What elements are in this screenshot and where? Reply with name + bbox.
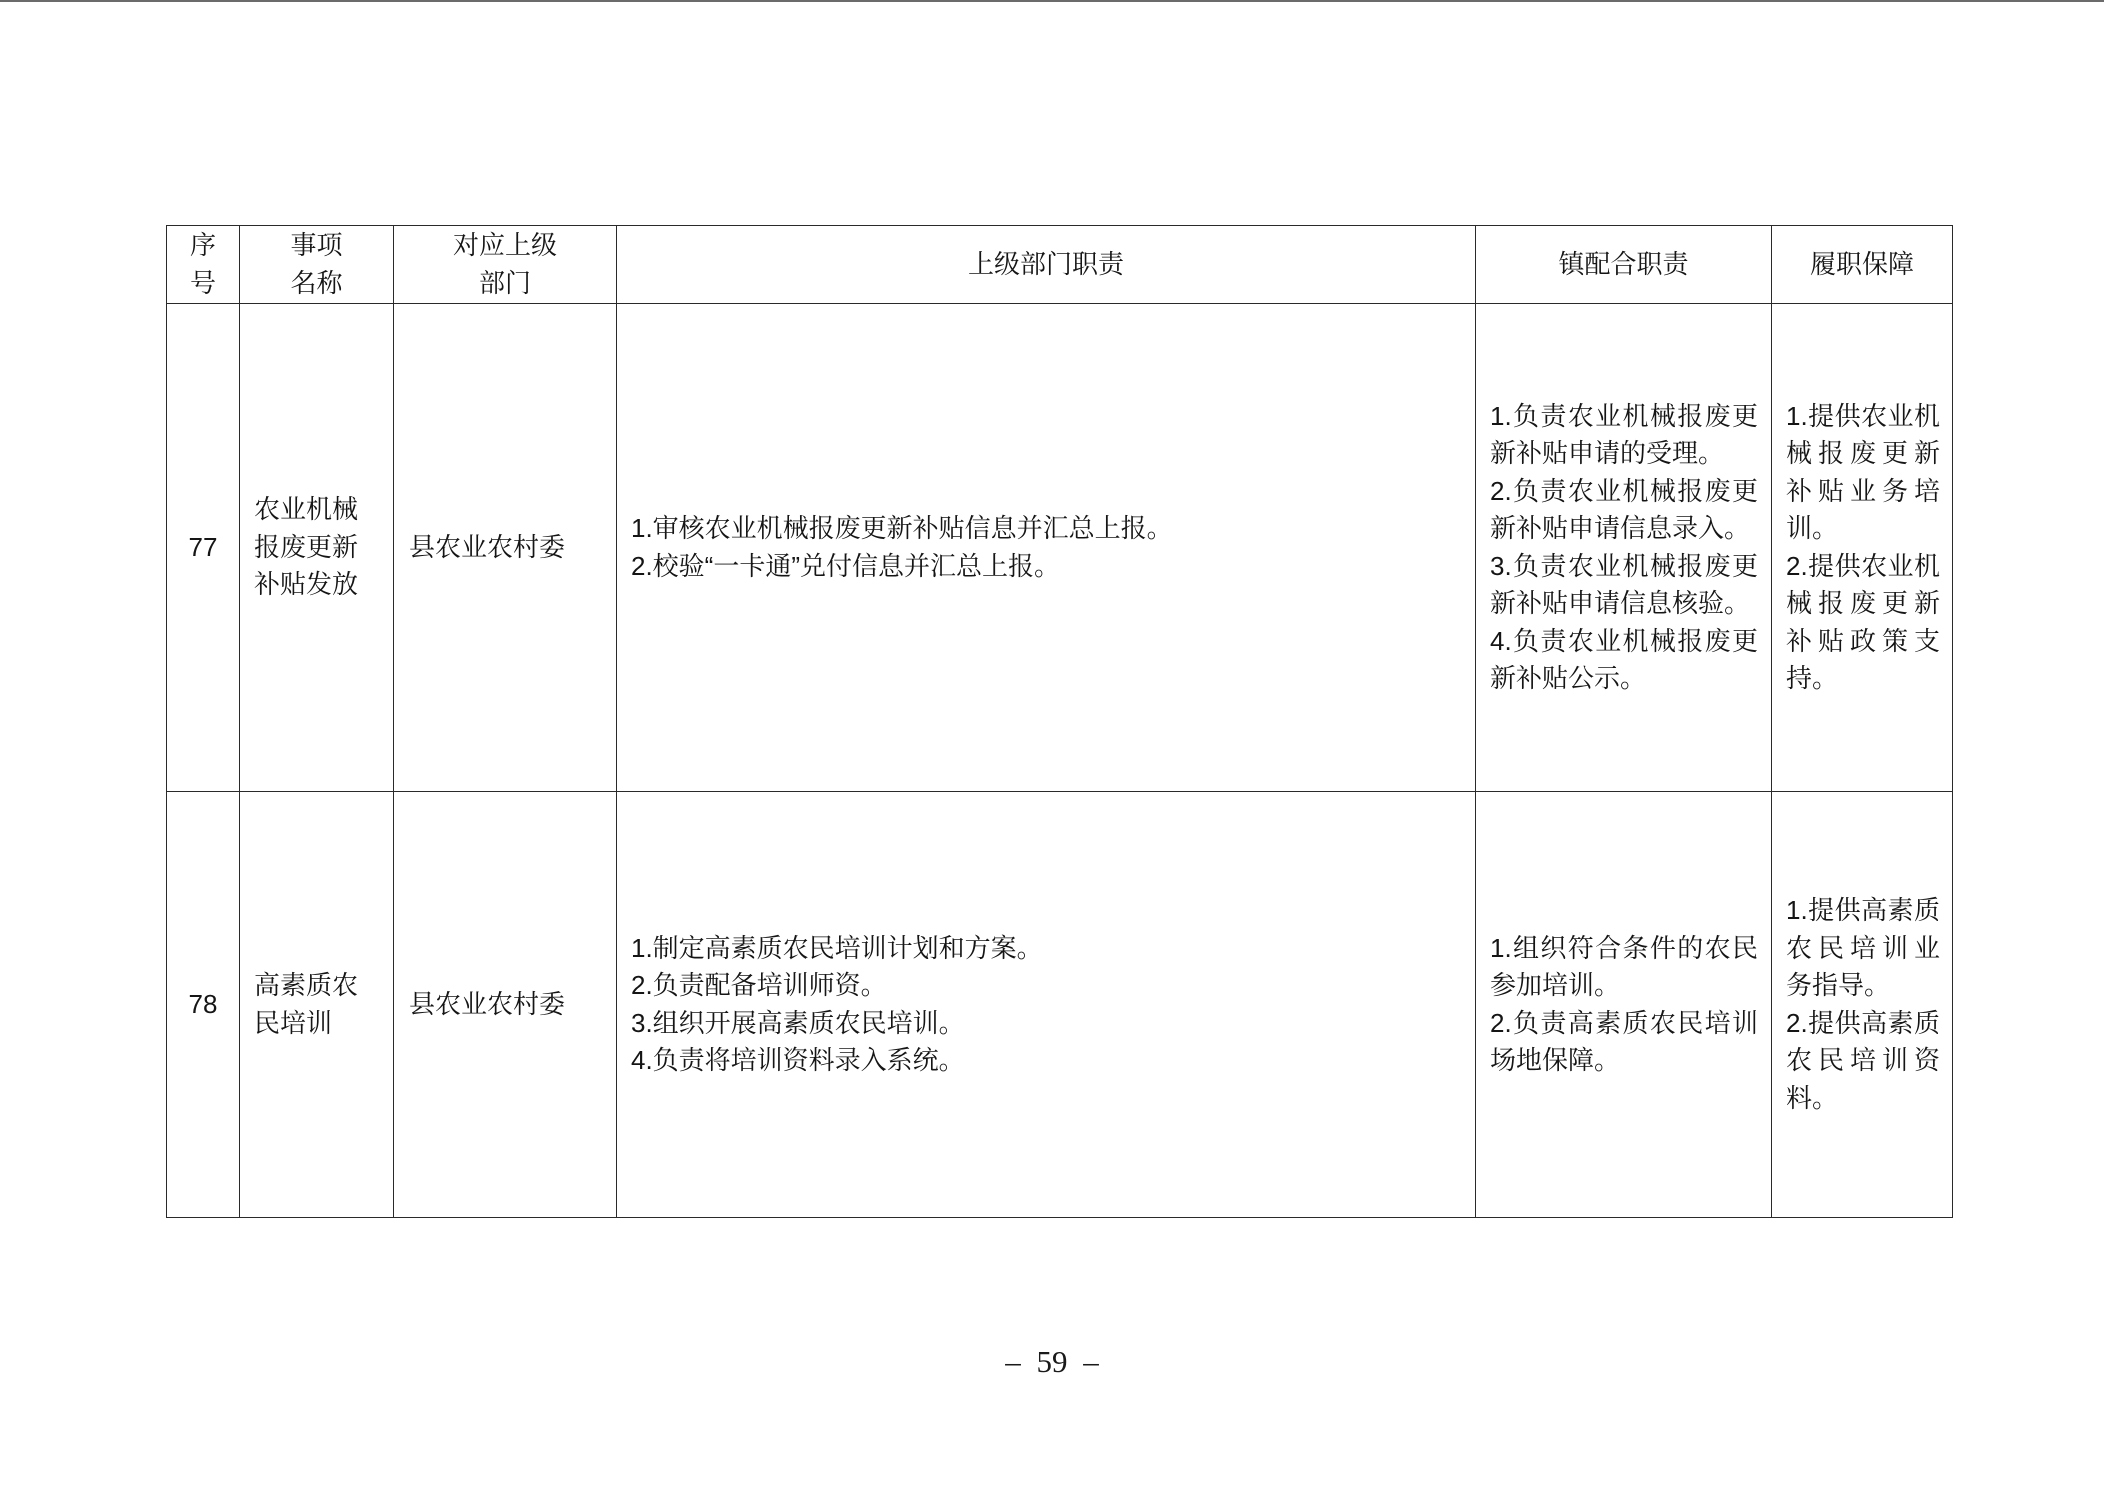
- guarantee-list: [1786, 892, 1940, 1117]
- superior-duties-cell: [617, 792, 1476, 1218]
- header-guarantee: 履职保障: [1772, 226, 1953, 304]
- header-item-name: 事项 名称: [240, 226, 394, 304]
- town-duties-cell: [1476, 792, 1772, 1218]
- town-duties-list: [1490, 930, 1758, 1080]
- town-duty-item: 1.组织符合条件的农民参加培训。: [1490, 932, 1758, 1000]
- duty-item: 2.校验“一卡通”兑付信息并汇总上报。: [631, 550, 1061, 581]
- guarantee-list: [1786, 398, 1940, 698]
- responsibility-table: [166, 225, 1953, 1218]
- town-duty-item: 3.负责农业机械报废更新补贴申请信息核验。: [1490, 550, 1758, 618]
- table-row: [167, 304, 1953, 792]
- guarantee-cell: [1772, 304, 1953, 792]
- header-town-duties: 镇配合职责: [1476, 226, 1772, 304]
- superior-department-cell: 县农业农村委: [394, 792, 617, 1218]
- duty-item: 2.负责配备培训师资。: [631, 970, 887, 1000]
- town-duty-item: 4.负责农业机械报废更新补贴公示。: [1490, 625, 1758, 693]
- header-superior-duties: 上级部门职责: [617, 226, 1476, 304]
- duty-item: 3.组织开展高素质农民培训。: [631, 1007, 965, 1038]
- town-duty-item: 2.负责农业机械报废更新补贴申请信息录入。: [1490, 475, 1758, 543]
- page-top-border: [0, 0, 2104, 2]
- item-name-cell: [240, 304, 394, 792]
- table-body: [167, 304, 1953, 1218]
- superior-department-cell: 县农业农村委: [394, 304, 617, 792]
- item-name-text: 农业机械报废更新补贴发放: [254, 494, 359, 600]
- town-duty-item: 2.负责高素质农民培训场地保障。: [1490, 1007, 1758, 1075]
- table-header-row: [167, 226, 1953, 304]
- guarantee-item: 1.提供高素质农民培训业务指导。: [1786, 895, 1940, 1000]
- table-header: [167, 226, 1953, 304]
- guarantee-item: 1.提供农业机械报废更新补贴业务培训。: [1786, 400, 1940, 543]
- page-number: – 59 –: [1005, 1344, 1099, 1379]
- table-row: [167, 792, 1953, 1218]
- item-name-cell: [240, 792, 394, 1218]
- header-index: 序 号: [167, 226, 240, 304]
- guarantee-cell: [1772, 792, 1953, 1218]
- duty-item: 1.制定高素质农民培训计划和方案。: [631, 932, 1043, 963]
- guarantee-item: 2.提供农业机械报废更新补贴政策支持。: [1786, 550, 1940, 693]
- header-superior-department: 对应上级 部门: [394, 226, 617, 304]
- row-index-cell: 77: [167, 304, 240, 792]
- superior-duties-cell: [617, 304, 1476, 792]
- item-name-text: 高素质农民培训: [254, 970, 359, 1038]
- duty-item: 1.审核农业机械报废更新补贴信息并汇总上报。: [631, 513, 1173, 543]
- town-duties-cell: [1476, 304, 1772, 792]
- row-index-cell: 78: [167, 792, 240, 1218]
- guarantee-item: 2.提供高素质农民培训资料。: [1786, 1007, 1940, 1113]
- town-duty-item: 1.负责农业机械报废更新补贴申请的受理。: [1490, 400, 1758, 468]
- duty-item: 4.负责将培训资料录入系统。: [631, 1045, 965, 1075]
- town-duties-list: [1490, 398, 1758, 698]
